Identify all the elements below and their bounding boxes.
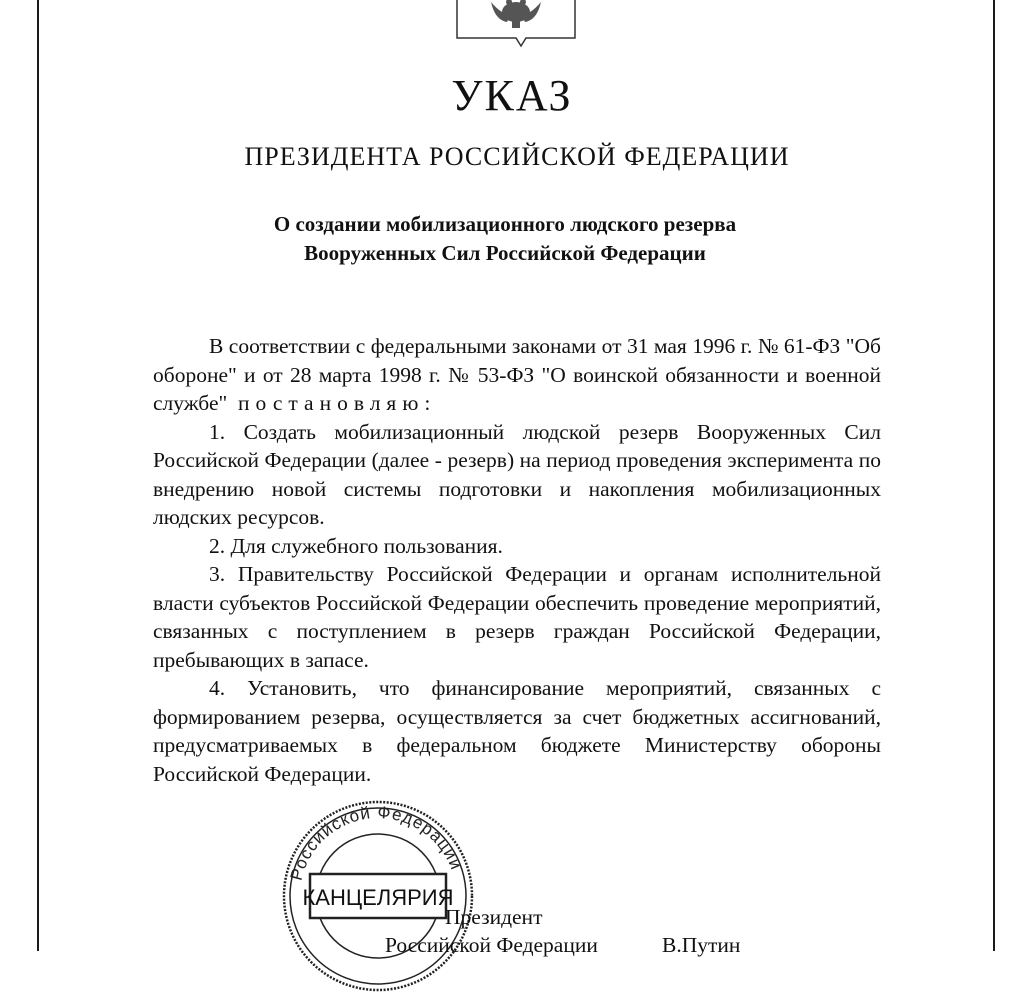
signature-position-line-2: Российской Федерации (385, 933, 598, 957)
document-subtitle: ПРЕЗИДЕНТА РОССИЙСКОЙ ФЕДЕРАЦИИ (244, 142, 790, 171)
signature-name: В.Путин (662, 933, 741, 957)
decree-heading-line-1: О создании мобилизационного людского резерва (273, 212, 737, 236)
preamble-text: В соответствии с федеральными законами от 31 мая 1996 г. № 61-ФЗ "Об обороне" и от 28 марта 1998 г. № 53-ФЗ "О воинской обязанности и военной службе" (153, 334, 881, 415)
svg-text:Российской Федерации (287, 803, 466, 883)
preamble-paragraph (153, 332, 881, 418)
signature-position-line-1: Президент (445, 905, 543, 929)
clause-paragraph: 2. Для служебного пользования. (209, 533, 503, 558)
stamp-ring-text: Российской Федерации (286, 802, 467, 883)
office-stamp (280, 798, 476, 994)
clause-paragraph: 3. Правительству Российской Федерации и органам исполнительной власти субъектов Российской Федерации обеспечить проведение мероприятий, связанных с поступлением в резерв граждан Российской Федерации, пребывающих в запасе. (153, 562, 881, 672)
clause-paragraph: 4. Установить, что финансирование мероприятий, связанных с формированием резерва, осуществляется за счет бюджетных ассигнований, предусматриваемых в федеральном бюджете Министерству обороны Российской Федерации. (153, 676, 881, 786)
clause-paragraph: 1. Создать мобилизационный людской резерв Вооруженных Сил Российской Федерации (далее - резерв) на период проведения эксперимента по внедрению новой системы подготовки и накопления мобилизационных людских ресурсов. (153, 419, 881, 529)
decree-heading (0, 210, 1010, 268)
decree-body (153, 332, 881, 788)
document-title: УКАЗ (451, 71, 573, 120)
preamble-keyword: постановляю: (238, 391, 437, 415)
decree-heading-line-2: Вооруженных Сил Российской Федерации (304, 241, 706, 265)
coat-of-arms-emblem (455, 0, 577, 52)
stamp-center-text: КАНЦЕЛЯРИЯ (302, 885, 454, 910)
